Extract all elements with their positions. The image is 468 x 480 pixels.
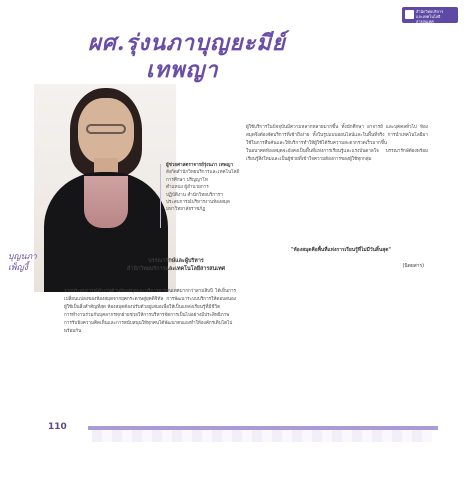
publisher-logo (402, 7, 458, 23)
info-divider (160, 164, 161, 228)
profile-info (166, 162, 240, 214)
body-paragraph: ผู้ใช้บริการในปัจจุบันมีความหลากหลายมากขึ้น ทั้งนักศึกษา อาจารย์ และบุคคลทั่วไป ห้องสมุดจึงต้องจัดบริการที่เข้าถึงง่าย ทั้งในรูปแบบออนไลน์และในพื้นที่จริง การนำเทคโนโลยีมาใช้ในการสืบค้นและให้บริการทำให้ผู้ใช้ได้รับความสะดวกรวดเร็วมากขึ้น (246, 125, 428, 147)
signature-line-1: บุญนภา (8, 252, 37, 262)
caption-line-2: สำนักวิทยบริการและเทคโนโลยีสารสนเทศ (126, 266, 226, 272)
body-paragraph: จากประสบการณ์ทำงานด้านห้องสมุดและบริการสารสนเทศมากกว่าสามสิบปี ได้เห็นการเปลี่ยนแปลงของห้องสมุดจากยุคกระดาษสู่ยุคดิจิทัล การพัฒนาระบบบริการให้ตอบสนองผู้ใช้เป็นสิ่งสำคัญที่สุด ห้องสมุดต้องปรับตัวอยู่เสมอเพื่อให้เป็นแหล่งเรียนรู้ที่มีชีวิต (64, 289, 236, 311)
profile-line: มหาวิทยาลัยราชภัฏ (166, 207, 206, 213)
profile-line: ประสบการณ์บริหารงานห้องสมุด (166, 200, 230, 206)
body-column-right (246, 124, 428, 164)
body-paragraph: ในอนาคตห้องสมุดจะยังคงเป็นพื้นที่แห่งการเรียนรู้และแรงบันดาลใจ บรรณารักษ์ต้องพร้อมเรียนรู้สิ่งใหม่และเป็นผู้ช่วยที่เข้าใจความต้องการของผู้ใช้ทุกกลุ่ม (246, 149, 428, 163)
pull-quote-source: (นิตยสาร) (402, 263, 424, 269)
profile-line: ตำแหน่ง ผู้อำนวยการ (166, 185, 209, 191)
signature-line-2: เพ็ญงี้ (8, 263, 28, 273)
footer-pattern (92, 430, 432, 442)
page-number: 110 (48, 422, 67, 432)
body-paragraph: การทำงานร่วมกับบุคลากรทุกฝ่ายช่วยให้การบริหารจัดการเป็นไปอย่างมีประสิทธิภาพ การรับฟังความคิดเห็นและการสนับสนุนให้ทุกคนได้พัฒนาตนเองทำให้องค์กรเติบโตไปพร้อมกัน (64, 313, 233, 335)
caption-line-1: บรรณารักษ์และผู้บริหาร (148, 258, 204, 264)
logo-line-1: สำนักวิทยบริการ (416, 9, 444, 14)
page-footer (0, 408, 468, 458)
logo-line-2: และเทคโนโลยีสารสนเทศ (416, 14, 441, 24)
profile-line: สังกัดสำนักวิทยบริการและเทคโนโลยี (166, 170, 240, 176)
handwritten-signature (8, 252, 68, 274)
profile-line: ปฏิบัติงาน สำนักวิทยบริการฯ (166, 192, 223, 198)
logo-mark-icon (405, 10, 414, 19)
profile-name: ผู้ช่วยศาสตราจารย์รุ่งนภา เทพญา (166, 163, 234, 168)
profile-line: การศึกษา ปริญญาโท (166, 177, 208, 183)
pull-quote: "ห้องสมุดคือพื้นที่แห่งการเรียนรู้ที่ไม่มีวันสิ้นสุด" (291, 247, 391, 253)
photo-caption (116, 257, 236, 273)
page-title-line-2: เทพญา (146, 57, 219, 83)
body-column-left (64, 288, 236, 337)
page-title-line-1: ผศ.รุ่งนภาบุญยะมีย์ (88, 30, 286, 56)
